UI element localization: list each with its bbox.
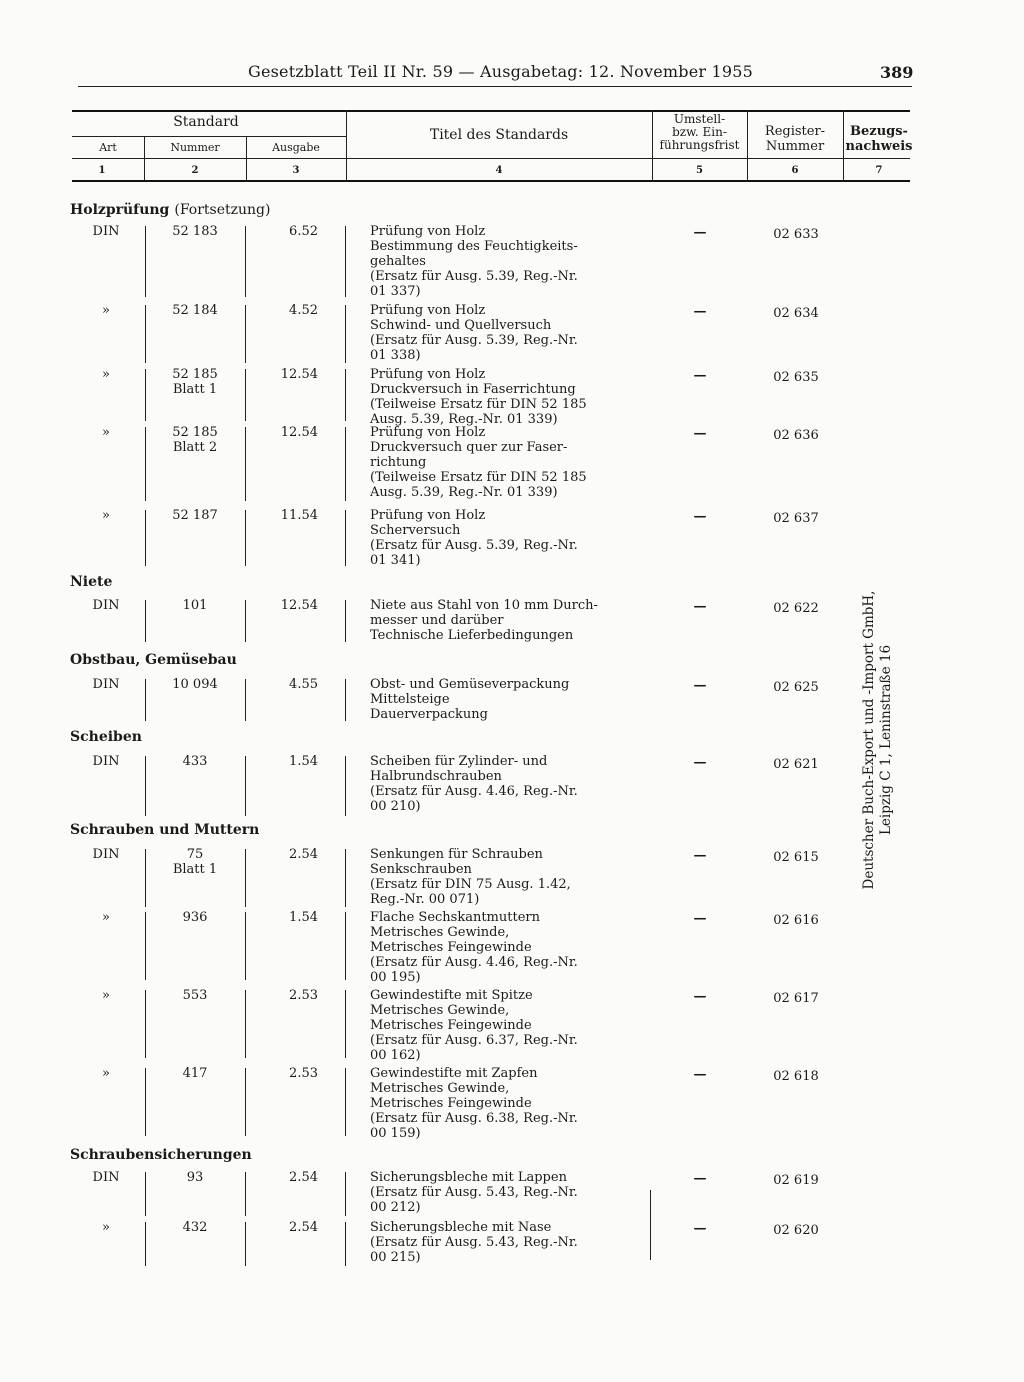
section-title-text: Schrauben und Muttern (70, 822, 260, 838)
row-register-nummer: 02 636 (773, 428, 819, 443)
section-title-text: Scheiben (70, 729, 142, 745)
row-nummer (146, 1220, 244, 1235)
table-head-rule-1 (72, 158, 910, 159)
row-frist: — (693, 599, 707, 614)
row-column-rule (245, 600, 246, 642)
row-ausgabe: 1.54 (289, 910, 318, 925)
row-titel-line: (Teilweise Ersatz für DIN 52 185 (370, 397, 587, 412)
row-ausgabe: 1.54 (289, 754, 318, 769)
section-title (70, 729, 142, 745)
row-titel-line: (Ersatz für DIN 75 Ausg. 1.42, (370, 877, 571, 892)
row-titel-line: Metrisches Feingewinde (370, 1096, 532, 1111)
row-titel-line: Sicherungsbleche mit Lappen (370, 1170, 567, 1185)
row-titel-line: 01 337) (370, 284, 421, 299)
row-nummer (146, 910, 244, 925)
row-nummer (146, 1066, 244, 1081)
row-column-rule (245, 369, 246, 421)
row-art: » (102, 1220, 110, 1235)
row-titel (370, 1066, 645, 1141)
row-nummer-line: 75 (186, 847, 204, 862)
row-titel-line: Metrisches Gewinde, (370, 1081, 510, 1096)
row-register-nummer: 02 622 (773, 601, 819, 616)
col-head-register (747, 124, 843, 154)
row-register-nummer: 02 634 (773, 306, 819, 321)
row-nummer-line: Blatt 1 (172, 862, 218, 877)
row-titel-line: Metrisches Feingewinde (370, 940, 532, 955)
row-ausgabe: 2.54 (289, 1220, 318, 1235)
row-art: » (102, 508, 110, 523)
row-art: DIN (92, 677, 120, 692)
row-column-rule (245, 679, 246, 721)
row-nummer-line: 52 185 (172, 425, 218, 440)
row-column-rule (245, 756, 246, 816)
side-note-line: Leipzig C 1, Leninstraße 16 (878, 644, 894, 836)
row-nummer-line: 10 094 (172, 677, 218, 692)
row-titel-line: Bestimmung des Feuchtigkeits- (370, 239, 578, 254)
row-titel-line: messer und darüber (370, 613, 504, 628)
row-register-nummer: 02 635 (773, 370, 819, 385)
table-top-rule (72, 110, 910, 112)
row-column-rule (345, 990, 346, 1058)
row-column-rule (345, 679, 346, 721)
row-ausgabe: 12.54 (280, 367, 318, 382)
row-nummer (146, 508, 244, 523)
row-titel (370, 425, 645, 500)
row-register-nummer: 02 633 (773, 227, 819, 242)
row-column-rule (345, 600, 346, 642)
row-nummer-line: 101 (182, 598, 208, 613)
row-column-rule (345, 912, 346, 980)
row-register-nummer: 02 625 (773, 680, 819, 695)
row-column-rule (345, 849, 346, 907)
col-head-frist (652, 113, 747, 152)
row-column-rule (245, 849, 246, 907)
row-titel-line: Reg.-Nr. 00 071) (370, 892, 480, 907)
row-titel-line: (Ersatz für Ausg. 6.38, Reg.-Nr. (370, 1111, 578, 1126)
row-titel-line: gehaltes (370, 254, 426, 269)
page-number: 389 (880, 63, 914, 82)
row-titel (370, 988, 645, 1063)
row-ausgabe: 4.55 (289, 677, 318, 692)
row-ausgabe: 12.54 (280, 425, 318, 440)
row-titel-line: (Ersatz für Ausg. 5.43, Reg.-Nr. (370, 1235, 578, 1250)
row-frist: — (693, 426, 707, 441)
row-titel (370, 677, 645, 722)
col-head-frist-line: Umstell- (673, 112, 726, 126)
row-titel-line: 00 195) (370, 970, 421, 985)
section-title-text: Obstbau, Gemüsebau (70, 652, 237, 668)
row-art: DIN (92, 754, 120, 769)
row-column-rule (245, 1068, 246, 1136)
col-head-register-line: Nummer (765, 139, 825, 154)
row-column-rule (245, 912, 246, 980)
col-number-7: 7 (875, 165, 883, 176)
row-art: » (102, 303, 110, 318)
col-head-ausgabe: Ausgabe (272, 141, 320, 154)
row-column-rule (245, 1172, 246, 1216)
col-number-6: 6 (791, 165, 799, 176)
standard-group-rule (72, 136, 346, 137)
row-titel-line: 01 341) (370, 553, 421, 568)
row-column-rule (245, 990, 246, 1058)
row-art: » (102, 1066, 110, 1081)
row-column-rule (345, 1222, 346, 1266)
row-frist: — (693, 304, 707, 319)
section-title-suffix: (Fortsetzung) (174, 202, 271, 218)
col-number-3: 3 (292, 165, 300, 176)
row-titel-line: Sicherungsbleche mit Nase (370, 1220, 552, 1235)
col-number-4: 4 (495, 165, 503, 176)
row-titel-line: Scherversuch (370, 523, 461, 538)
row-column-rule (345, 369, 346, 421)
row-titel-line: Prüfung von Holz (370, 425, 486, 440)
row-titel-line: (Ersatz für Ausg. 5.39, Reg.-Nr. (370, 269, 578, 284)
row-titel-line: Gewindestifte mit Zapfen (370, 1066, 538, 1081)
row-titel (370, 1170, 645, 1215)
row-register-nummer: 02 615 (773, 850, 819, 865)
row-titel-line: 00 212) (370, 1200, 421, 1215)
col-head-frist-line: bzw. Ein- (672, 125, 727, 139)
row-nummer-line: 936 (182, 910, 208, 925)
row-titel-line: Flache Sechskantmuttern (370, 910, 540, 925)
row-ausgabe: 6.52 (289, 224, 318, 239)
section-title (70, 574, 112, 590)
col-head-standard: Standard (173, 114, 239, 130)
row-titel-line: (Ersatz für Ausg. 5.39, Reg.-Nr. (370, 538, 578, 553)
row-column-rule (345, 510, 346, 566)
row-ausgabe: 2.54 (289, 847, 318, 862)
row-register-nummer: 02 617 (773, 991, 819, 1006)
row-titel-line: 00 215) (370, 1250, 421, 1265)
row-nummer (146, 677, 244, 692)
row-column-rule (245, 1222, 246, 1266)
row-frist: — (693, 989, 707, 1004)
section-title (70, 1147, 252, 1163)
section-title (70, 822, 259, 838)
row-titel-line: Druckversuch in Faserrichtung (370, 382, 576, 397)
row-titel-line: richtung (370, 455, 427, 470)
header-rule (78, 86, 912, 87)
row-nummer (146, 367, 244, 397)
row-titel-line: Technische Lieferbedingungen (370, 628, 574, 643)
row-titel (370, 847, 645, 907)
row-titel-line: Metrisches Gewinde, (370, 1003, 510, 1018)
row-titel (370, 1220, 645, 1265)
table-head-rule-2 (72, 180, 910, 182)
row-titel-line: Obst- und Gemüseverpackung (370, 677, 570, 692)
col-head-bezug-line: Bezugs- (850, 124, 908, 139)
row-titel-line: Prüfung von Holz (370, 303, 486, 318)
row-frist: — (693, 911, 707, 926)
row-titel-line: Schwind- und Quellversuch (370, 318, 552, 333)
row-nummer (146, 598, 244, 613)
row-art: DIN (92, 598, 120, 613)
row-ausgabe: 2.53 (289, 1066, 318, 1081)
row-column-rule (245, 427, 246, 501)
col-number-2: 2 (191, 165, 199, 176)
row-titel-line: (Ersatz für Ausg. 6.37, Reg.-Nr. (370, 1033, 578, 1048)
row-nummer (146, 754, 244, 769)
col-number-5: 5 (696, 165, 703, 176)
row-titel-line: Dauerverpackung (370, 707, 489, 722)
row-register-nummer: 02 621 (773, 757, 819, 772)
row-nummer (146, 224, 244, 239)
row-titel-line: Prüfung von Holz (370, 367, 486, 382)
row-titel-line: Ausg. 5.39, Reg.-Nr. 01 339) (370, 485, 558, 500)
row-titel-line: 00 162) (370, 1048, 421, 1063)
row-titel-line: (Ersatz für Ausg. 4.46, Reg.-Nr. (370, 955, 578, 970)
row-titel-line: Metrisches Gewinde, (370, 925, 510, 940)
row-nummer (146, 988, 244, 1003)
row-nummer-line: 52 185 (172, 367, 218, 382)
row-column-rule (345, 1172, 346, 1216)
section-title-text: Niete (70, 574, 113, 590)
row-nummer-line: 52 184 (172, 303, 218, 318)
section-title-text: Schraubensicherungen (70, 1147, 252, 1163)
row-titel (370, 367, 645, 427)
row-frist: — (693, 848, 707, 863)
row-nummer-line: 52 183 (172, 224, 218, 239)
frist-column-rule (650, 1190, 651, 1260)
row-titel-line: Halbrundschrauben (370, 769, 502, 784)
row-titel-line: Mittelsteige (370, 692, 450, 707)
row-ausgabe: 4.52 (289, 303, 318, 318)
row-frist: — (693, 1171, 707, 1186)
row-column-rule (345, 226, 346, 297)
row-ausgabe: 11.54 (280, 508, 318, 523)
row-titel-line: (Ersatz für Ausg. 5.39, Reg.-Nr. (370, 333, 578, 348)
row-titel-line: (Teilweise Ersatz für DIN 52 185 (370, 470, 587, 485)
row-nummer (146, 1170, 244, 1185)
row-titel-line: Senkungen für Schrauben (370, 847, 543, 862)
row-art: DIN (92, 847, 120, 862)
row-nummer-line: 417 (182, 1066, 208, 1081)
row-frist: — (693, 509, 707, 524)
row-frist: — (693, 1221, 707, 1236)
row-frist: — (693, 755, 707, 770)
row-titel-line: 00 210) (370, 799, 421, 814)
row-titel (370, 910, 645, 985)
row-art: » (102, 425, 110, 440)
row-titel-line: Druckversuch quer zur Faser- (370, 440, 568, 455)
row-titel-line: Niete aus Stahl von 10 mm Durch- (370, 598, 598, 613)
row-frist: — (693, 1067, 707, 1082)
section-title (70, 202, 270, 218)
row-titel (370, 598, 645, 643)
row-nummer (146, 847, 244, 877)
row-column-rule (345, 305, 346, 363)
row-column-rule (245, 226, 246, 297)
row-nummer (146, 303, 244, 318)
row-art: » (102, 367, 110, 382)
col-head-nummer: Nummer (170, 141, 220, 154)
col-number-1: 1 (98, 165, 106, 176)
col-head-frist-line: führungsfrist (659, 138, 740, 152)
row-titel-line: 01 338) (370, 348, 421, 363)
row-nummer-line: 93 (186, 1170, 204, 1185)
row-titel-line: Prüfung von Holz (370, 508, 486, 523)
row-titel-line: Metrisches Feingewinde (370, 1018, 532, 1033)
col-head-bezug-line: nachweis (845, 139, 913, 154)
row-register-nummer: 02 618 (773, 1069, 819, 1084)
col-head-bezug (843, 124, 915, 154)
col-head-register-line: Register- (764, 124, 826, 139)
row-register-nummer: 02 619 (773, 1173, 819, 1188)
section-title (70, 652, 237, 668)
row-register-nummer: 02 620 (773, 1223, 819, 1238)
row-register-nummer: 02 616 (773, 913, 819, 928)
row-titel (370, 303, 645, 363)
row-register-nummer: 02 637 (773, 511, 819, 526)
col-head-art: Art (99, 141, 117, 154)
section-title-text: Holzprüfung (70, 202, 170, 218)
row-art: » (102, 910, 110, 925)
side-note-line: Deutscher Buch-Export und -Import GmbH, (861, 590, 877, 890)
page-header-title: Gesetzblatt Teil II Nr. 59 — Ausgabetag: 12. November 1955 (248, 62, 754, 81)
row-titel-line: Senkschrauben (370, 862, 472, 877)
row-nummer-line: Blatt 2 (172, 440, 218, 455)
row-art: DIN (92, 1170, 120, 1185)
row-titel-line: Scheiben für Zylinder- und (370, 754, 548, 769)
row-column-rule (345, 756, 346, 816)
row-nummer-line: 433 (182, 754, 208, 769)
row-column-rule (345, 1068, 346, 1136)
row-column-rule (245, 305, 246, 363)
row-nummer-line: Blatt 1 (172, 382, 218, 397)
row-titel-line: Gewindestifte mit Spitze (370, 988, 533, 1003)
row-column-rule (245, 510, 246, 566)
row-ausgabe: 12.54 (280, 598, 318, 613)
row-ausgabe: 2.54 (289, 1170, 318, 1185)
row-nummer (146, 425, 244, 455)
row-frist: — (693, 368, 707, 383)
row-nummer-line: 52 187 (172, 508, 218, 523)
row-titel-line: (Ersatz für Ausg. 4.46, Reg.-Nr. (370, 784, 578, 799)
row-nummer-line: 432 (182, 1220, 208, 1235)
row-titel (370, 224, 645, 299)
col-head-titel: Titel des Standards (429, 127, 569, 143)
row-ausgabe: 2.53 (289, 988, 318, 1003)
row-frist: — (693, 678, 707, 693)
row-art: DIN (92, 224, 120, 239)
row-titel-line: Prüfung von Holz (370, 224, 486, 239)
side-note-publisher (861, 580, 895, 900)
row-titel (370, 754, 645, 814)
row-titel-line: 00 159) (370, 1126, 421, 1141)
row-titel (370, 508, 645, 568)
row-titel-line: Ausg. 5.39, Reg.-Nr. 01 339) (370, 412, 558, 427)
row-nummer-line: 553 (182, 988, 208, 1003)
row-frist: — (693, 225, 707, 240)
row-titel-line: (Ersatz für Ausg. 5.43, Reg.-Nr. (370, 1185, 578, 1200)
row-art: » (102, 988, 110, 1003)
row-column-rule (345, 427, 346, 501)
